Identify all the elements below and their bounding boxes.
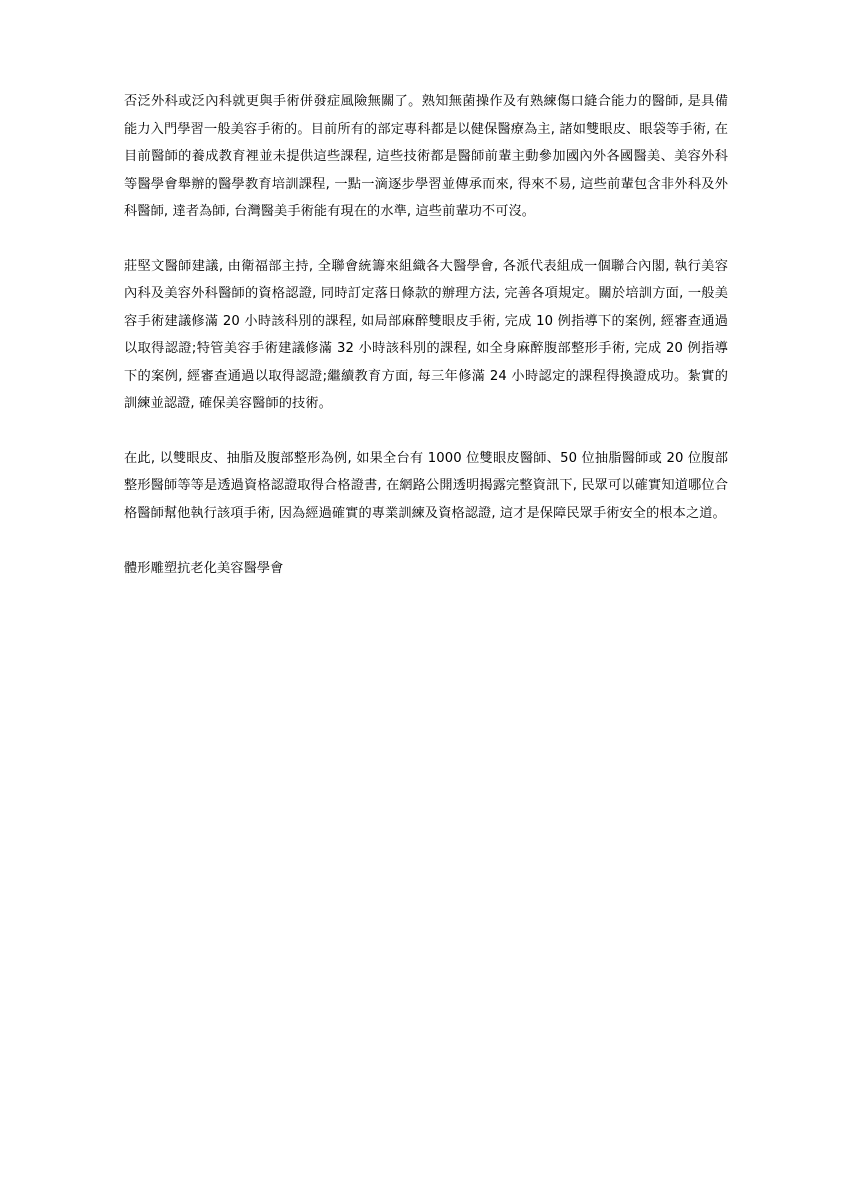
paragraph-3: 在此, 以雙眼皮、抽脂及腹部整形為例, 如果全台有 1000 位雙眼皮醫師、50 位抽脂醫師或 20 位腹部整形醫師等等是透過資格認證取得合格證書, 在網路公開透明揭露完整資訊下, 民眾可以確實知道哪位合格醫師幫他執行該項手術, 因為經過確實的專業訓練及資格認證, 這才是保障民眾手術安全的根本之道。 [124,450,728,521]
paragraph-2: 莊堅文醫師建議, 由衛福部主持, 全聯會統籌來組織各大醫學會, 各派代表組成一個聯合內閣, 執行美容內科及美容外科醫師的資格認證, 同時訂定落日條款的辦理方法, 完善各項規定。關於培訓方面, 一般美容手術建議修滿 20 小時該科別的課程, 如局部麻醉雙眼皮手術, 完成 10 例指導下的案例, 經審查通過以取得認證;特管美容手術建議修滿 32 小時該科別的課程, 如全身麻醉腹部整形手術, 完成 20 例指導下的案例, 經審查通過以取得認證;繼續教育方面, 每三年修滿 24 小時認定的課程得換證成功。紮實的訓練並認證, 確保美容醫師的技術。 [124,258,728,411]
closing-signature: 體形雕塑抗老化美容醫學會 [124,561,284,576]
document-body [124,88,728,583]
paragraph-1: 否泛外科或泛內科就更與手術併發症風險無關了。熟知無菌操作及有熟練傷口縫合能力的醫師, 是具備能力入門學習一般美容手術的。目前所有的部定專科都是以健保醫療為主, 諸如雙眼皮、眼袋等手術, 在目前醫師的養成教育裡並未提供這些課程, 這些技術都是醫師前輩主動參加國內外各國醫美、美容外科等醫學會舉辦的醫學教育培訓課程, 一點一滴逐步學習並傳承而來, 得來不易, 這些前輩包含非外科及外科醫師, 達者為師, 台灣醫美手術能有現在的水準, 這些前輩功不可沒。 [124,94,728,219]
